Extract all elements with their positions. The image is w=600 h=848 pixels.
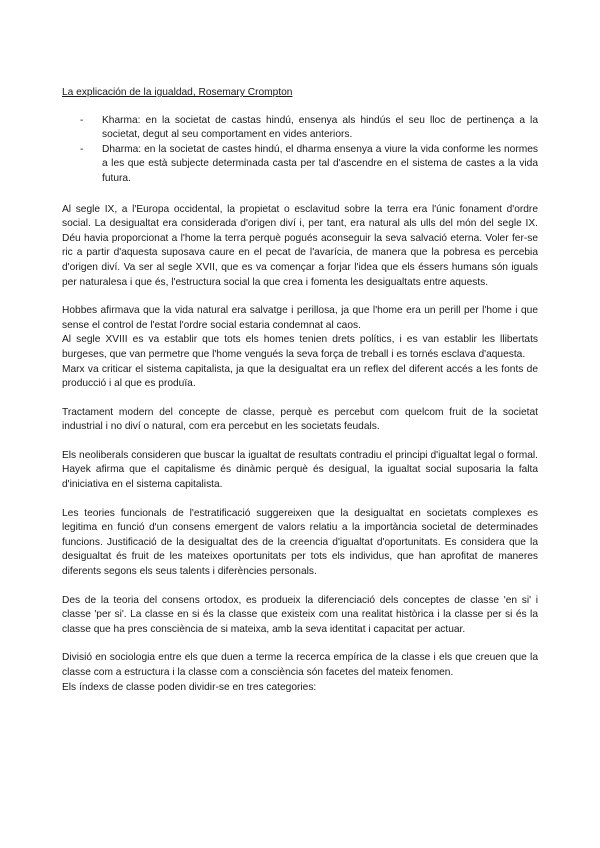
paragraph-hobbes: Hobbes afirmava que la vida natural era salvatge i perillosa, ja que l'home era un perill per l'home i que sense el control de l'estat l'ordre social estaria condemnat al caos. — [62, 305, 538, 331]
definition-text: Kharma: en la societat de castas hindú, ensenya als hindús el seu lloc de pertinença a la societat, degut al seu comportament en vides anteriors. — [102, 114, 538, 141]
section-consens — [62, 594, 538, 638]
paragraph-segle-xviii: Al segle XVIII es va establir que tots els homes tenien drets polítics, i es van establir les llibertats burgeses, que van permetre que l'home vengués la seva força de treball i es tornés esclava d'aquesta. — [62, 334, 538, 360]
document-page — [62, 86, 538, 709]
list-dash: - — [80, 114, 84, 126]
definition-kharma — [62, 114, 538, 143]
section-neoliberals — [62, 449, 538, 493]
document-title: La explicación de la igualdad, Rosemary Crompton — [62, 87, 293, 98]
paragraph-neoliberals: Els neoliberals consideren que buscar la igualtat de resultats contradiu el principi d'igualtat legal o formal. Hayek afirma que el capitalisme és dinàmic perquè és desigual, la igualtat social suposaria la falta d'iniciativa en el sistema capitalista. — [62, 449, 538, 491]
definition-dharma — [62, 143, 538, 187]
paragraph-marx: Marx va criticar el sistema capitalista, ja que la desigualtat era un reflex del diferent accés a les fonts de producció i al que es produïa. — [62, 363, 538, 390]
paragraph-teories-funcionals: Les teories funcionals de l'estratificació suggereixen que la desigualtat en societats complexes es legitima en funció d'un consens emergent de valors relatiu a la importància societal de determinades funcions. Justificació de la desigualtat des de la creencia d'igualtat d'oportunitats. Es considera que la desigualtat és fruit de les mateixes oportunitats per tots els individus, que han aprofitat de maneres diferents segons els seus talents i diferències personals. — [62, 507, 538, 578]
definitions-list — [62, 114, 538, 187]
definition-text: Dharma: en la societat de castes hindú, el dharma ensenya a viure la vida conforme les normes a les que està subjecte determinada casta per tal d'ascendre en el sistema de castes a la vida futura. — [102, 143, 538, 184]
section-thinkers — [62, 304, 538, 392]
section-functional — [62, 507, 538, 580]
paragraph-indexs: Els índexs de classe poden dividir-se en tres categories: — [62, 681, 317, 693]
list-dash: - — [80, 143, 84, 155]
paragraph-segle-ix: Al segle IX, a l'Europa occidental, la propietat o esclavitud sobre la terra era l'únic fonament d'ordre social. La desigualtat era considerada d'origen diví i, per tant, era natural als ulls del món del segle IX. Déu havia proporcionat a l'home la terra perquè pogués aconseguir la seva salvació eterna. Voler fer-se ric a partir d'aquesta suposava caure en el pecat de l'avarícia, de manera que la pobresa es percebia d'origen diví. Va ser al segle XVII, que es va començar a forjar l'idea que els éssers humans són iguals per naturalesa i que és, l'estructura social la que crea i fomenta les desigualtats entre aquests. — [62, 203, 538, 288]
section-divisio — [62, 651, 538, 695]
section-history — [62, 203, 538, 291]
section-modern — [62, 406, 538, 435]
paragraph-tractament-modern: Tractament modern del concepte de classe, perquè es percebut com quelcom fruit de la societat industrial i no diví o natural, com era percebut en les societats feudals. — [62, 406, 538, 433]
paragraph-divisio: Divisió en sociologia entre els que duen a terme la recerca empírica de la classe i els que creuen que la classe com a estructura i la classe com a consciència són facetes del mateix fenomen. — [62, 652, 538, 678]
paragraph-consens-ortodox: Des de la teoria del consens ortodox, es produeix la diferenciació dels conceptes de classe 'en si' i classe 'per si'. La classe en si és la classe que existeix com una realitat històrica i la classe per si és la classe que ha pres consciència de si mateixa, amb la seva identitat i capacitat per actuar. — [62, 594, 538, 635]
